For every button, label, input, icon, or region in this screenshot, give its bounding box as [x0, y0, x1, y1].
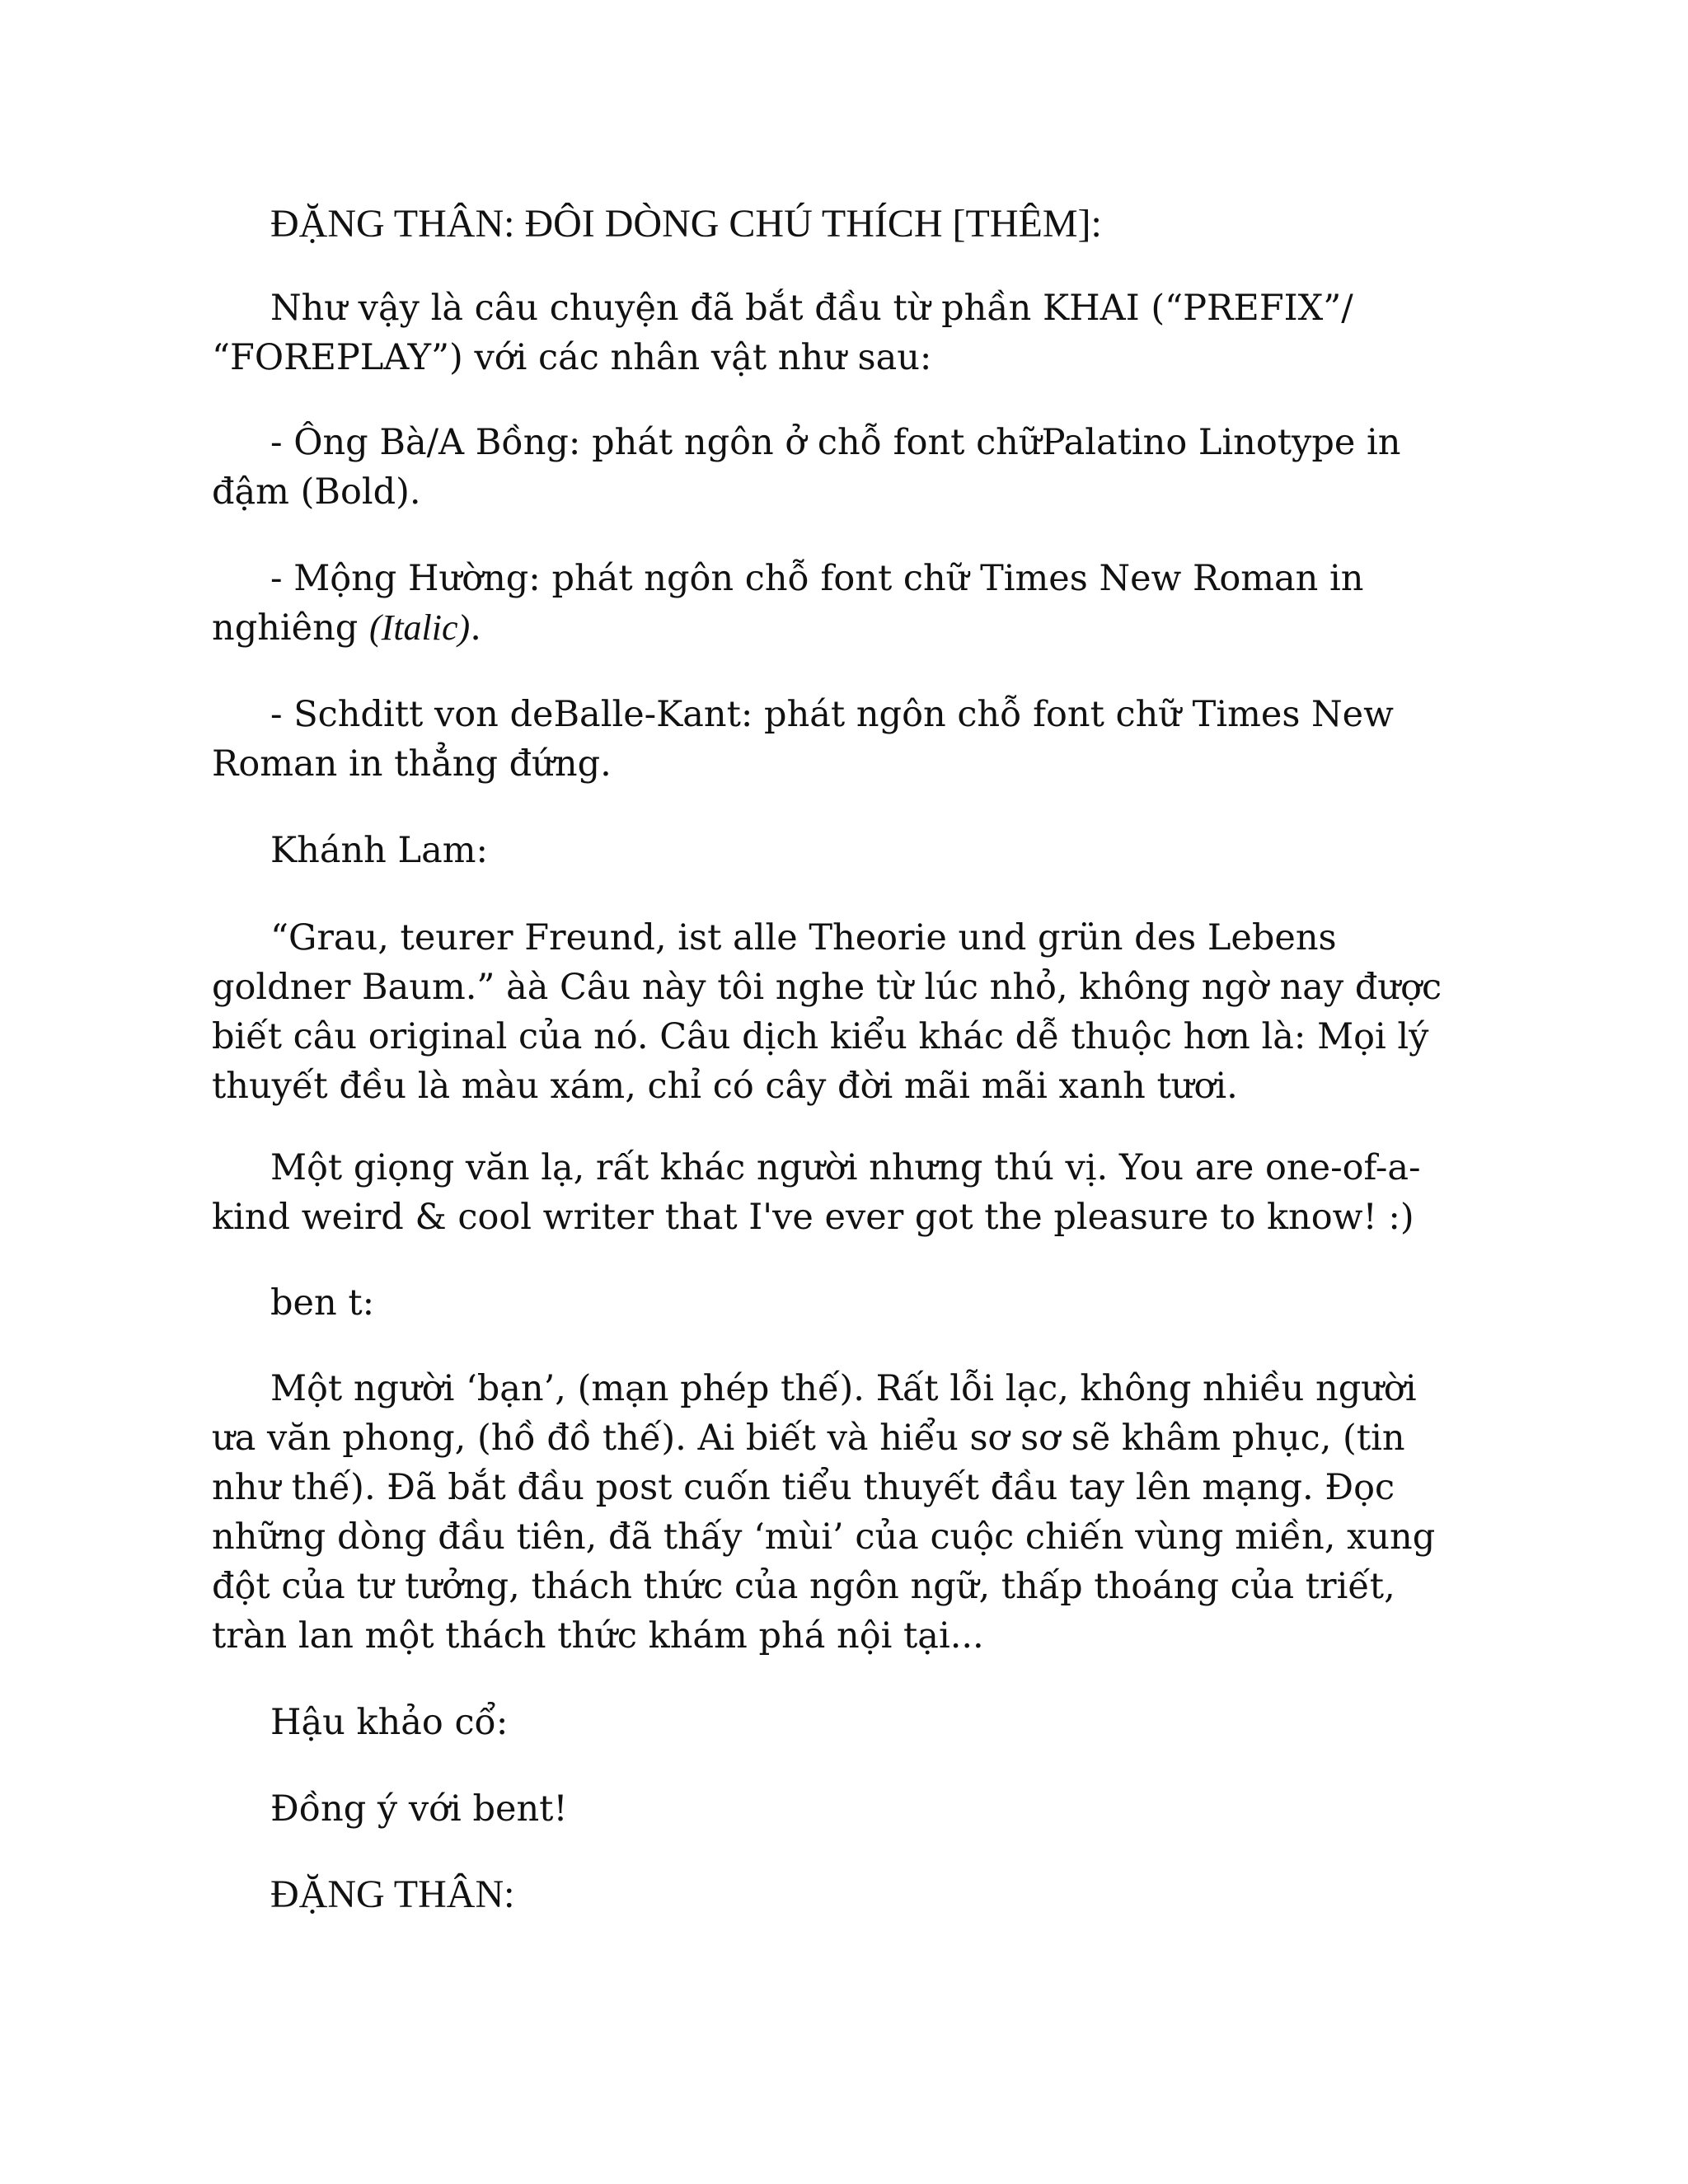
comment-4-paragraph [212, 1784, 1473, 1834]
intro-paragraph [212, 284, 1473, 382]
character-2-line-1: - Mộng Hường: phát ngôn chỗ font chữ Times New Roman in [270, 558, 1364, 599]
comment-1-paragraph [212, 913, 1473, 1111]
commenter-1-label [212, 826, 1473, 875]
commenter-1-name: Khánh Lam: [270, 830, 488, 871]
comment-3-line-3: như thế). Đã bắt đầu post cuốn tiểu thuyết đầu tay lên mạng. Đọc [212, 1467, 1395, 1508]
comment-1-line-3: biết câu original của nó. Câu dịch kiểu khác dễ thuộc hơn là: Mọi lý [212, 1016, 1429, 1057]
character-1-line-2: đậm (Bold). [212, 471, 421, 513]
character-1-paragraph [212, 418, 1473, 517]
comment-3-paragraph [212, 1364, 1473, 1661]
commenter-4-name: ĐẶNG THÂN: [270, 1872, 515, 1916]
comment-1-line-1: “Grau, teurer Freund, ist alle Theorie und grün des Lebens [270, 917, 1337, 958]
character-3-paragraph [212, 690, 1473, 789]
character-3-line-2: Roman in thẳng đứng. [212, 743, 612, 785]
comment-2-line-1: Một giọng văn lạ, rất khác người nhưng thú vị. You are one-of-a- [270, 1147, 1421, 1188]
commenter-4-label [212, 1870, 1473, 1919]
comment-1-line-4: thuyết đều là màu xám, chỉ có cây đời mãi mãi xanh tươi. [212, 1066, 1238, 1107]
character-2-line-2-suffix: . [470, 607, 481, 649]
commenter-3-label [212, 1698, 1473, 1747]
comment-1-line-2: goldner Baum.” àà Câu này tôi nghe từ lúc nhỏ, không ngờ nay được [212, 967, 1442, 1008]
heading-text: ĐẶNG THÂN: ĐÔI DÒNG CHÚ THÍCH [THÊM]: [270, 202, 1102, 246]
comment-2-line-2: kind weird & cool writer that I've ever got the pleasure to know! :) [212, 1197, 1414, 1238]
character-2-paragraph [212, 554, 1473, 653]
character-1-line-1: - Ông Bà/A Bồng: phát ngôn ở chỗ font chữPalatino Linotype in [270, 422, 1401, 463]
intro-line-2: “FOREPLAY”) với các nhân vật như sau: [212, 337, 932, 378]
comment-3-line-5: đột của tư tưởng, thách thức của ngôn ngữ, thấp thoáng của triết, [212, 1566, 1395, 1607]
comment-4-text: Đồng ý với bent! [270, 1788, 568, 1830]
character-2-line-2 [212, 603, 1473, 653]
heading-note [212, 199, 1473, 249]
comment-3-line-4: những dòng đầu tiên, đã thấy ‘mùi’ của cuộc chiến vùng miền, xung [212, 1516, 1436, 1558]
character-2-italic-note: (Italic) [369, 607, 471, 648]
comment-3-line-2: ưa văn phong, (hồ đồ thế). Ai biết và hiểu sơ sơ sẽ khâm phục, (tin [212, 1418, 1405, 1459]
commenter-2-name: ben t: [270, 1282, 375, 1324]
comment-3-line-6: tràn lan một thách thức khám phá nội tại... [212, 1615, 984, 1657]
comment-2-paragraph [212, 1143, 1473, 1242]
character-3-line-1: - Schditt von deBalle-Kant: phát ngôn chỗ font chữ Times New [270, 694, 1394, 735]
comment-3-line-1: Một người ‘bạn’, (mạn phép thế). Rất lỗi lạc, không nhiều người [270, 1368, 1417, 1409]
intro-line-1: Như vậy là câu chuyện đã bắt đầu từ phần KHAI (“PREFIX”/ [270, 288, 1353, 329]
commenter-2-label [212, 1278, 1473, 1328]
commenter-3-name: Hậu khảo cổ: [270, 1702, 509, 1743]
character-2-line-2-prefix: nghiêng [212, 607, 370, 649]
